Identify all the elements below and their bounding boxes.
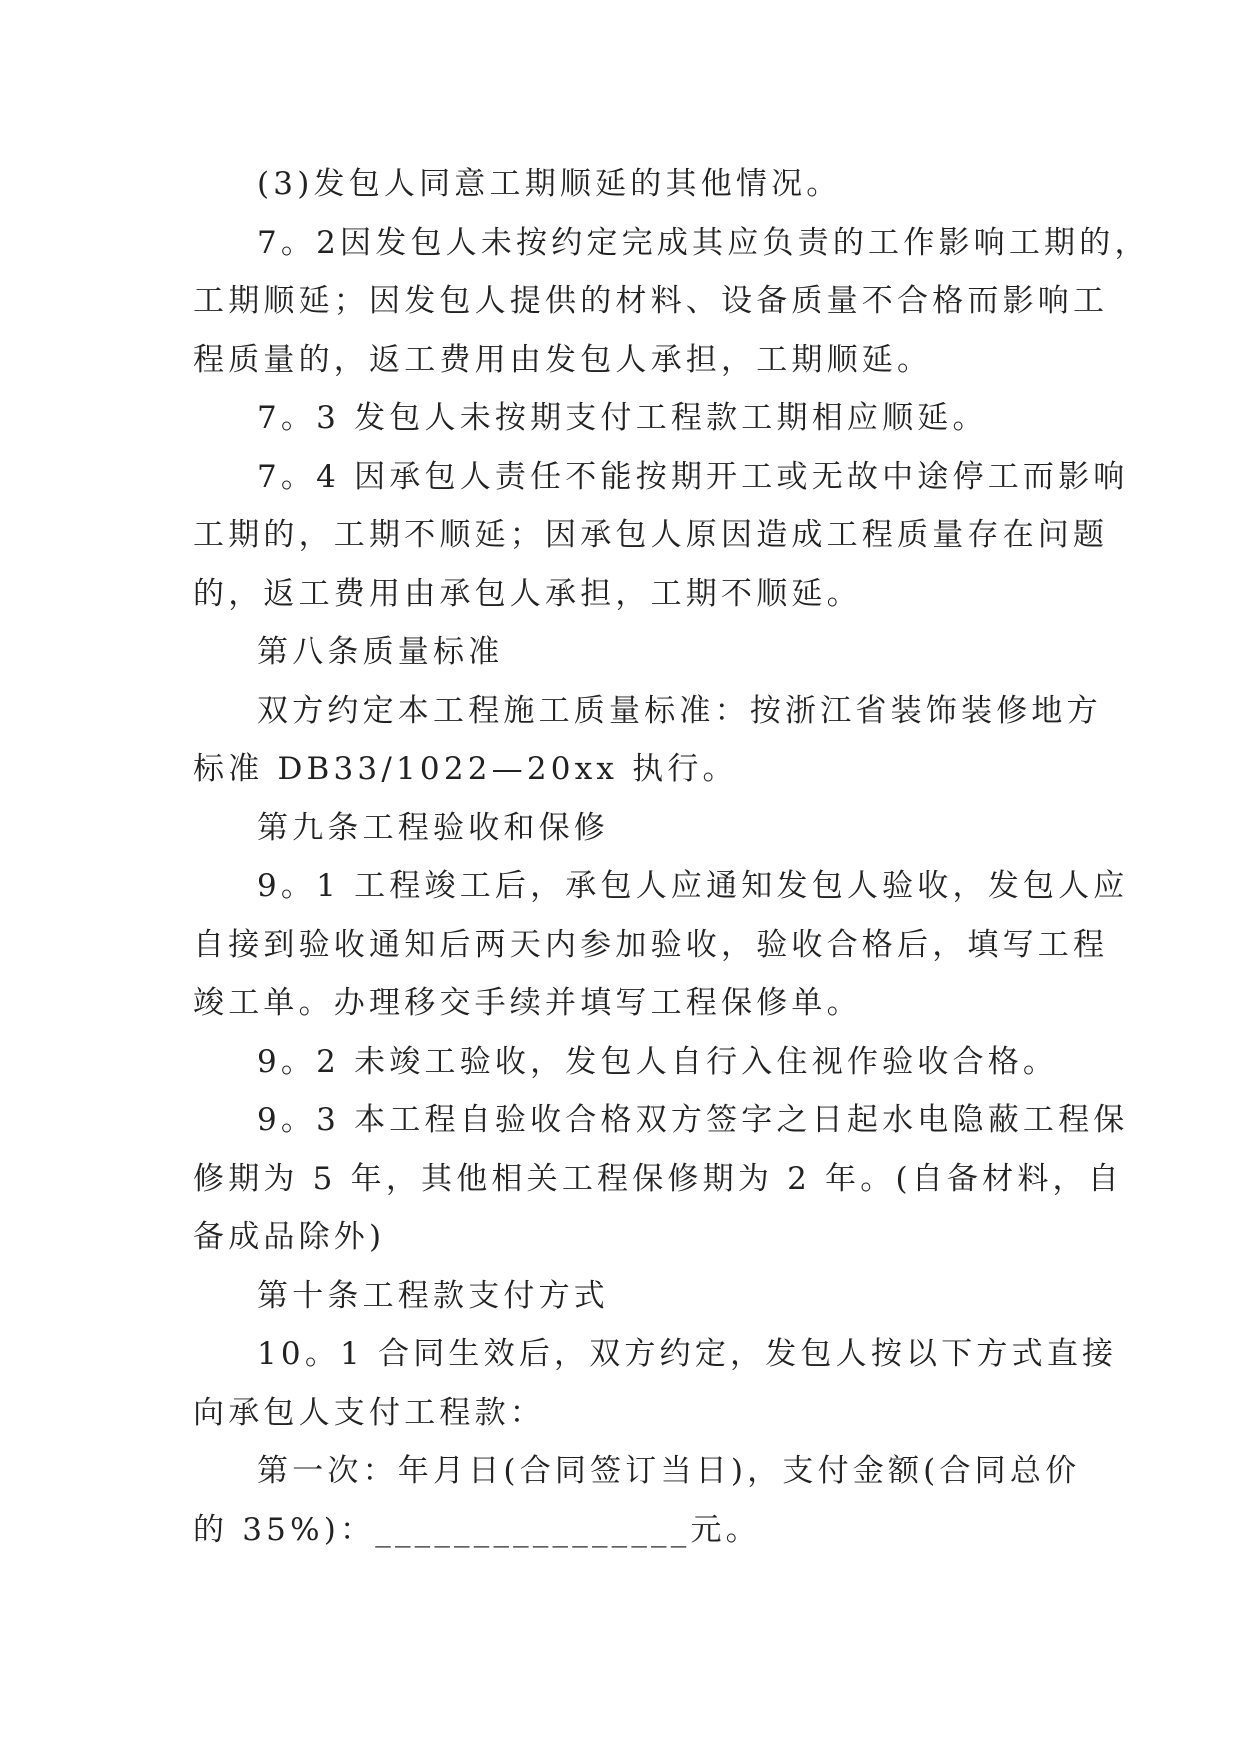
paragraph-line: 标准 DB33/1022—20xx 执行。 [193, 751, 738, 787]
paragraph-line: 9。3 本工程自验收合格双方签字之日起水电隐蔽工程保 [257, 1102, 1129, 1138]
section-heading-article-10: 第十条工程款支付方式 [257, 1277, 609, 1314]
paragraph-line: 程质量的，返工费用由发包人承担，工期顺延。 [193, 341, 933, 378]
paragraph-line: 10。1 合同生效后，双方约定，发包人按以下方式直接 [257, 1336, 1118, 1372]
paragraph-line: (3)发包人同意工期顺延的其他情况。 [257, 166, 842, 202]
paragraph-line: 工期顺延；因发包人提供的材料、设备质量不合格而影响工 [193, 283, 1109, 319]
paragraph-line: 修期为 5 年，其他相关工程保修期为 2 年。(自备材料，自 [193, 1160, 1123, 1197]
payment-amount-line: 的 35%)：________________元。 [193, 1511, 761, 1548]
paragraph-line: 自接到验收通知后两天内参加验收，验收合格后，填写工程 [193, 926, 1109, 963]
paragraph-line: 7。4 因承包人责任不能按期开工或无故中途停工而影响 [257, 458, 1129, 495]
paragraph-line: 备成品除外) [193, 1219, 386, 1255]
paragraph-line: 第一次：年月日(合同签订当日)，支付金额(合同总价 [257, 1453, 1081, 1489]
section-heading-article-8: 第八条质量标准 [257, 634, 504, 670]
paragraph-line: 向承包人支付工程款： [193, 1394, 545, 1431]
paragraph-line: 9。2 未竣工验收，发包人自行入住视作验收合格。 [257, 1043, 1059, 1080]
paragraph-line: 7。3 发包人未按期支付工程款工期相应顺延。 [257, 400, 988, 436]
paragraph-line: 9。1 工程竣工后，承包人应通知发包人验收，发包人应 [257, 868, 1129, 904]
paragraph-line: 7。2因发包人未按约定完成其应负责的工作影响工期的， [257, 224, 1150, 261]
paragraph-line: 双方约定本工程施工质量标准：按浙江省装饰装修地方 [257, 692, 1102, 729]
paragraph-line: 的，返工费用由承包人承担，工期不顺延。 [193, 575, 862, 612]
paragraph-line: 工期的，工期不顺延；因承包人原因造成工程质量存在问题 [193, 517, 1109, 553]
paragraph-line: 竣工单。办理移交手续并填写工程保修单。 [193, 985, 862, 1021]
document-body [193, 155, 1150, 1559]
section-heading-article-9: 第九条工程验收和保修 [257, 809, 609, 846]
